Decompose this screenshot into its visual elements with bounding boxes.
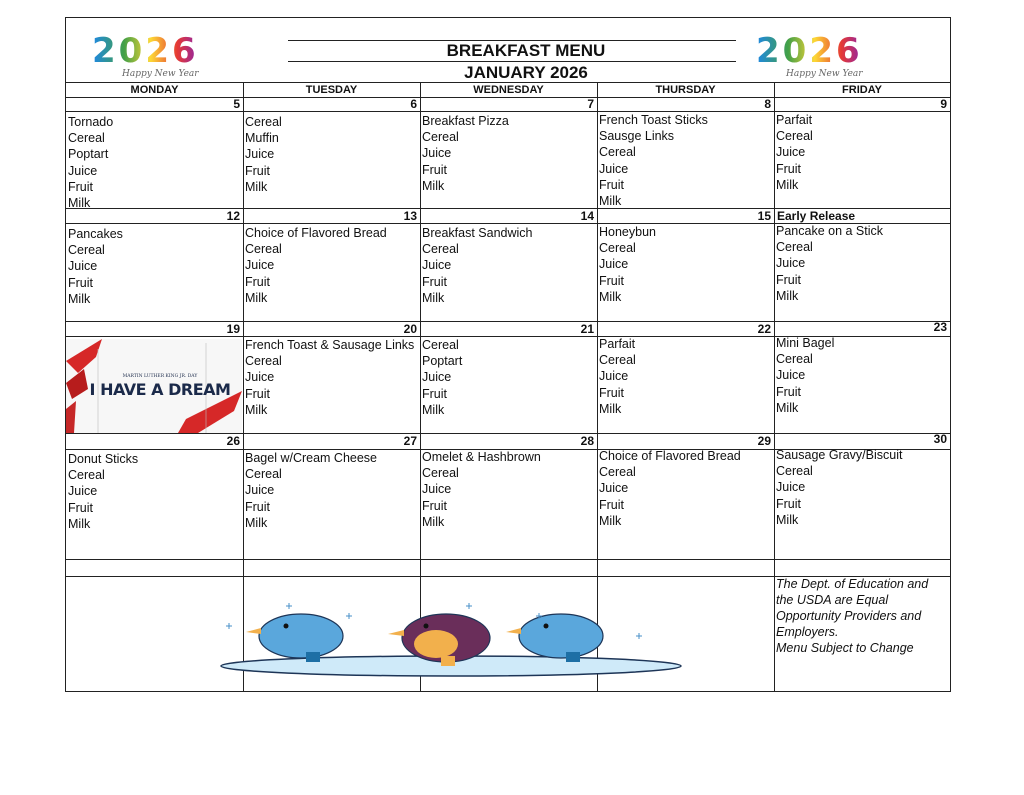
menu-item: Milk [245,290,268,305]
day-header-thursday: THURSDAY [655,84,716,96]
date-cell: 7 [587,97,594,111]
menu-item: Cereal [245,242,282,257]
menu-item: Breakfast Pizza [422,114,509,128]
menu-item: Milk [776,400,799,415]
menu-cell [599,336,772,417]
menu-item: Cereal [599,353,636,368]
menu-cell [245,114,418,195]
menu-item: Muffin [245,131,279,146]
mlk-day-graphic [66,339,242,433]
menu-item: Juice [776,480,806,495]
day-header-friday: FRIDAY [842,84,882,96]
menu-item: Cereal [68,468,105,483]
menu-item: Omelet & Hashbrown [422,450,541,464]
menu-item: Milk [245,515,268,530]
menu-item: Cereal [68,243,105,258]
menu-item: Parfait [776,113,813,127]
menu-cell [422,225,595,306]
menu-item: Juice [422,482,452,497]
date-cell: 12 [226,209,240,223]
menu-item: Mini Bagel [776,336,835,350]
menu-item: Juice [68,163,98,178]
menu-cell [245,450,418,531]
menu-cell [68,451,241,532]
menu-cell [776,112,948,193]
menu-item: French Toast & Sausage Links [245,338,415,352]
menu-item: Juice [599,369,629,384]
menu-item: Cereal [776,464,813,479]
menu-item: Fruit [599,177,624,192]
menu-item: Bagel w/Cream Cheese [245,451,378,465]
date-cell: 5 [233,97,240,111]
logo-tagline-text: Happy New Year [786,69,863,78]
menu-item: Parfait [599,337,636,351]
menu-item: Cereal [776,129,813,144]
usda-equal-opportunity-note: The Dept. of Education and the USDA are Equal Opportunity Providers and Employers. Menu Subject to Change [776,577,929,655]
menu-item: Cereal [599,465,636,480]
menu-cell [245,337,418,418]
menu-item: Juice [599,161,629,176]
menu-item: Fruit [422,162,447,177]
menu-cell [68,114,241,211]
menu-cell [422,113,595,194]
menu-item: Milk [245,179,268,194]
menu-cell [422,337,595,418]
menu-item: Fruit [422,386,447,401]
menu-item: Honeybun [599,225,656,239]
menu-item: Juice [776,145,806,160]
menu-cell [599,112,772,209]
date-cell: 21 [580,322,594,336]
menu-cell [599,448,772,529]
menu-item: Fruit [776,272,801,287]
date-cell: 6 [410,97,417,111]
new-year-logo-left [92,32,282,78]
date-cell: 22 [757,322,771,336]
menu-item: Juice [599,481,629,496]
menu-item: Cereal [245,467,282,482]
menu-item: Juice [245,370,275,385]
menu-title: BREAKFAST MENU [446,41,606,60]
menu-item: Juice [422,146,452,161]
menu-item: Milk [599,513,622,528]
menu-item: Pancake on a Stick [776,224,884,238]
menu-item: Sausage Gravy/Biscuit [776,448,903,462]
mlk-headline-text: I HAVE A DREAM [89,380,231,399]
date-cell: 15 [757,209,771,223]
date-cell: 14 [580,209,594,223]
menu-item: Fruit [68,500,93,515]
menu-item: Cereal [776,240,813,255]
menu-cell [776,223,948,304]
menu-cell [68,226,241,307]
menu-item: Juice [68,484,98,499]
menu-item: Milk [599,193,622,208]
menu-item: Milk [422,402,445,417]
day-header-monday: MONDAY [130,84,179,96]
menu-item: Fruit [68,275,93,290]
logo-year-text: 2026 [756,32,863,71]
menu-cell [599,224,772,305]
menu-item: Fruit [776,161,801,176]
menu-item: Choice of Flavored Bread [245,226,387,240]
menu-item: Juice [245,258,275,273]
date-cell: 26 [226,434,240,448]
menu-item: Milk [776,177,799,192]
menu-item: Cereal [422,130,459,145]
menu-item: Juice [776,368,806,383]
early-release-label: Early Release [777,209,856,223]
date-cell: 30 [933,432,947,446]
menu-item: Cereal [422,466,459,481]
menu-item: Fruit [422,498,447,513]
menu-item: Juice [776,256,806,271]
menu-item: Cereal [245,354,282,369]
menu-item: Milk [422,178,445,193]
menu-item: Fruit [599,385,624,400]
logo-year-text: 2026 [92,32,199,71]
menu-item: Milk [776,288,799,303]
new-year-logo-right [756,32,946,78]
menu-item: French Toast Sticks [599,113,708,127]
menu-item: Juice [599,257,629,272]
menu-item: Poptart [422,354,463,369]
date-cell: 27 [403,434,417,448]
menu-month: JANUARY 2026 [464,63,588,82]
menu-item: Cereal [776,352,813,367]
skating-birds-illustration [216,586,686,686]
menu-item: Fruit [245,274,270,289]
menu-item: Fruit [599,273,624,288]
date-cell: 23 [933,320,947,334]
menu-item: Tornado [68,115,114,129]
menu-item: Fruit [68,179,93,194]
date-cell: 19 [226,322,240,336]
menu-item: Poptart [68,147,109,162]
date-cell: 13 [403,209,417,223]
menu-item: Breakfast Sandwich [422,226,533,240]
menu-item: Cereal [245,115,282,129]
menu-item: Cereal [599,241,636,256]
menu-item: Juice [245,147,275,162]
menu-item: Milk [68,291,91,306]
menu-item: Sausge Links [599,129,675,144]
menu-item: Cereal [599,145,636,160]
day-header-wednesday: WEDNESDAY [473,84,544,96]
menu-item: Milk [68,195,91,210]
date-cell: 28 [580,434,594,448]
menu-item: Fruit [422,274,447,289]
logo-tagline-text: Happy New Year [122,69,199,78]
date-cell: 8 [764,97,771,111]
weekday-header-row [66,82,950,98]
menu-item: Fruit [599,497,624,512]
menu-item: Milk [68,516,91,531]
menu-item: Fruit [245,499,270,514]
menu-item: Donut Sticks [68,452,139,466]
menu-item: Milk [245,402,268,417]
menu-item: Juice [422,370,452,385]
menu-item: Juice [422,258,452,273]
menu-item: Juice [245,483,275,498]
menu-item: Fruit [776,496,801,511]
menu-item: Fruit [245,163,270,178]
menu-cell [776,447,948,528]
date-cell: 29 [757,434,771,448]
menu-item: Cereal [422,338,459,352]
menu-sheet [65,17,951,692]
menu-cell [422,449,595,530]
menu-cell [776,335,948,416]
menu-item: Milk [776,512,799,527]
menu-item: Milk [422,514,445,529]
day-header-tuesday: TUESDAY [305,84,358,96]
menu-cell [245,225,418,306]
date-cell: 9 [940,97,947,111]
menu-item: Fruit [245,386,270,401]
menu-item: Juice [68,259,98,274]
menu-item: Cereal [422,242,459,257]
menu-item: Choice of Flavored Bread [599,449,741,463]
menu-item: Fruit [776,384,801,399]
mlk-day-image [66,339,242,433]
menu-item: Milk [599,401,622,416]
menu-item: Milk [599,289,622,304]
mlk-small-text: MARTIN LUTHER KING JR. DAY [122,374,198,379]
menu-item: Pancakes [68,227,123,241]
date-cell: 20 [403,322,417,336]
menu-item: Cereal [68,131,105,146]
menu-item: Milk [422,290,445,305]
